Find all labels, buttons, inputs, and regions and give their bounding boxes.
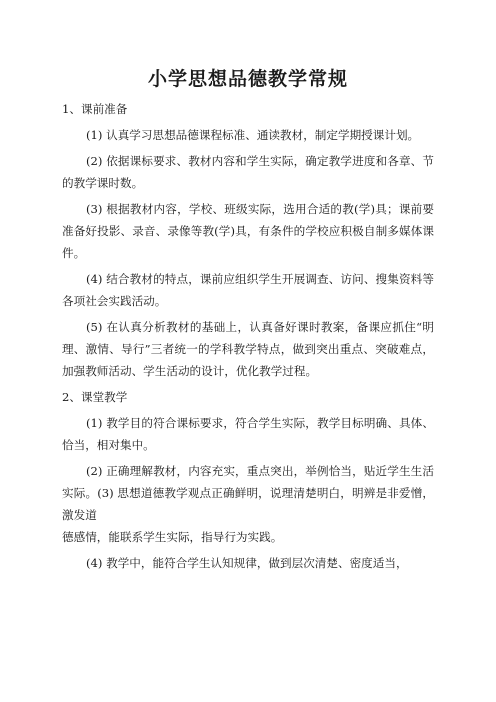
- paragraph: (1) 教学目的符合课标要求，符合学生实际，教学目标明确、具体、恰当，相对集中。: [62, 416, 434, 452]
- paragraph-continuation: 德感情，能联系学生实际，指导行为实践。: [62, 530, 283, 544]
- section-heading-classroom: 2、课堂教学: [62, 390, 128, 404]
- paragraph: (2) 依据课标要求、教材内容和学生实际，确定教学进度和各章、节的教学课时数。: [62, 154, 434, 190]
- paragraph: (5) 在认真分析教材的基础上，认真备好课时教案，备课应抓住“明理、激情、导行”三者统一的学科教学特点，做到突出重点、突破难点，加强教师活动、学生活动的设计，优化教学过程。: [62, 320, 434, 378]
- paragraph: (4) 教学中，能符合学生认知规律，做到层次清楚、密度适当，: [86, 556, 408, 570]
- page-title: 小学思想品德教学常规: [147, 68, 348, 90]
- paragraph: (4) 结合教材的特点，课前应组织学生开展调查、访问、搜集资料等各项社会实践活动。: [62, 272, 434, 308]
- paragraph: (1) 认真学习思想品德课程标准、通读教材，制定学期授课计划。: [86, 128, 420, 142]
- paragraph: (3) 根据教材内容，学校、班级实际，选用合适的教(学)具；课前要准备好投影、录音、录像等教(学)具，有条件的学校应积极自制多媒体课件。: [62, 202, 434, 260]
- section-heading-preparation: 1、课前准备: [62, 102, 128, 116]
- paragraph: (2) 正确理解教材，内容充实，重点突出，举例恰当，贴近学生生活实际。(3) 思想道德教学观点正确鲜明，说理清楚明白，明辨是非爱憎，激发道: [62, 464, 434, 522]
- document-body: [62, 98, 434, 574]
